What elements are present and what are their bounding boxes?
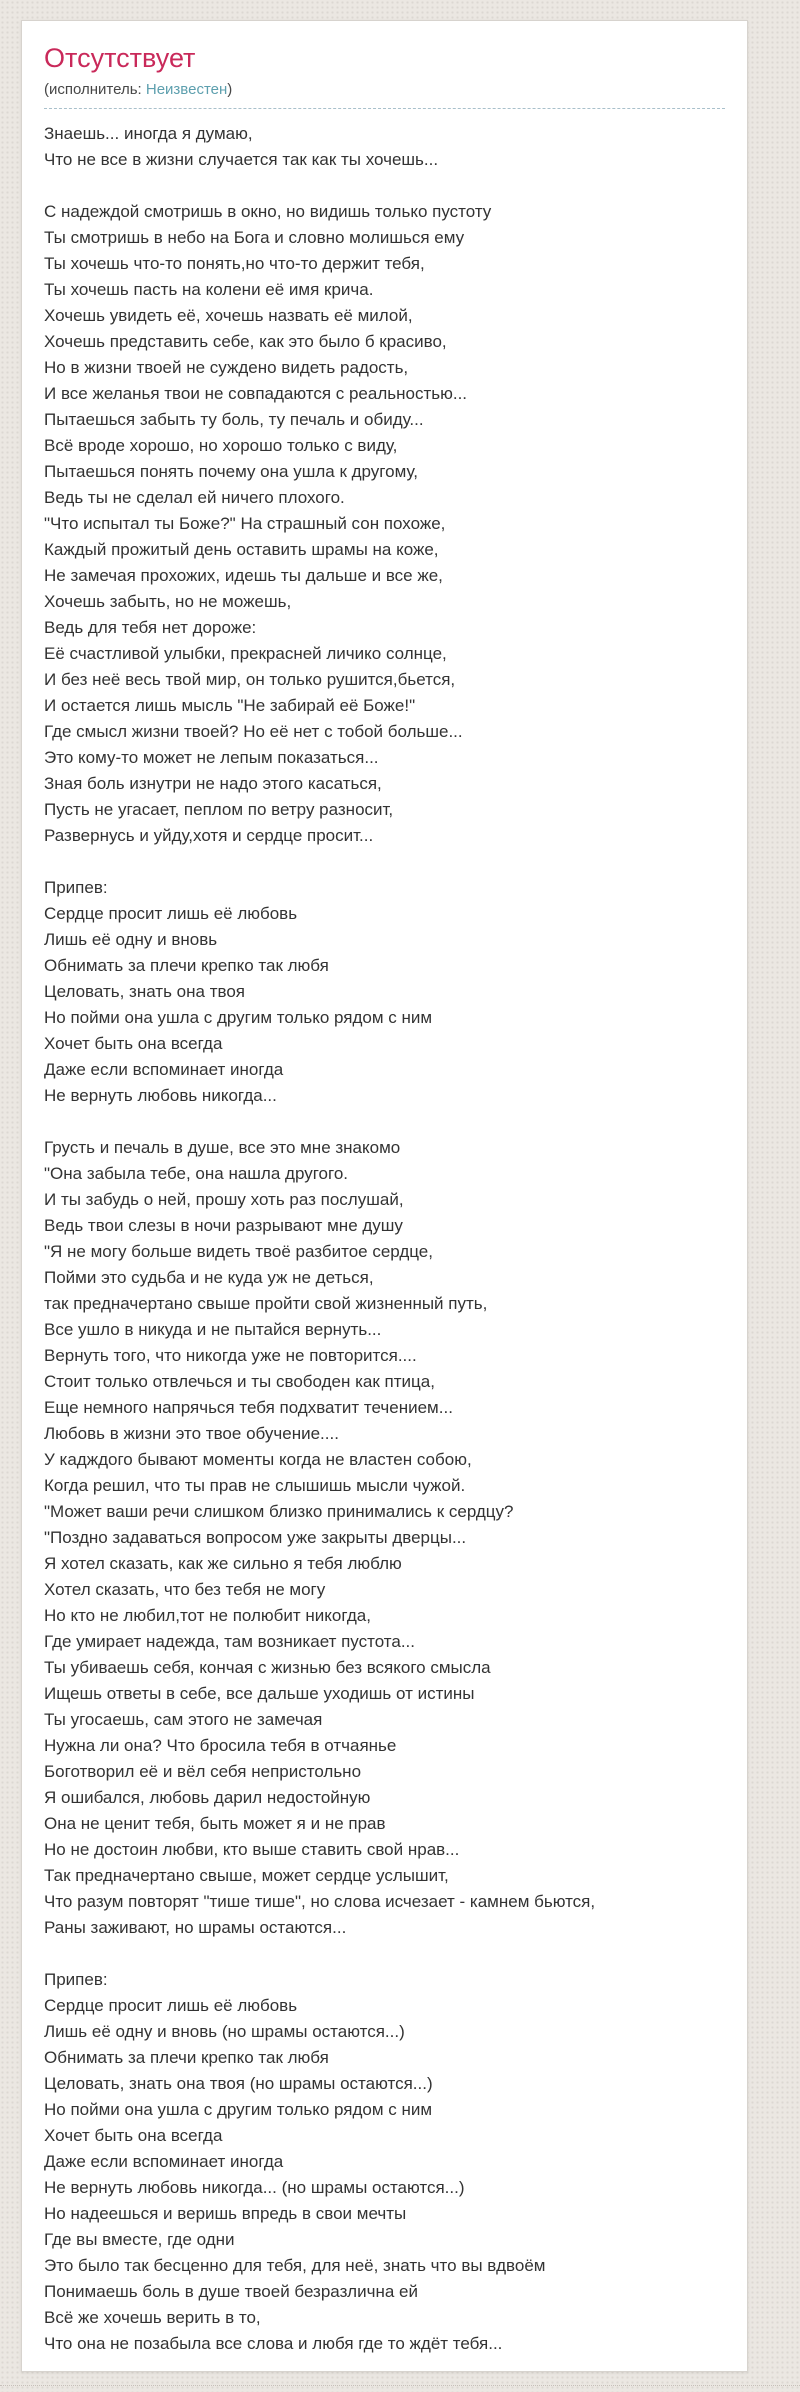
lyrics-line: Не вернуть любовь никогда... (но шрамы остаются...) [44,2178,465,2197]
lyrics-line: Хочет быть она всегда [44,2126,223,2145]
lyrics-line: Не замечая прохожих, идешь ты дальше и все же, [44,566,443,585]
lyrics-line: Целовать, знать она твоя [44,982,245,1001]
lyrics-line: И ты забудь о ней, прошу хоть раз послушай, [44,1190,404,1209]
lyrics-line: Все ушло в никуда и не пытайся вернуть... [44,1320,382,1339]
lyrics-line: Пытаешься понять почему она ушла к другому, [44,462,418,481]
lyrics-line: Грусть и печаль в душе, все это мне знакомо [44,1138,401,1157]
lyrics-line: Где смысл жизни твоей? Но её нет с тобой больше... [44,722,463,741]
lyrics-line: Ты смотришь в небо на Бога и словно молишься ему [44,228,465,247]
lyrics-line: Что разум повторят "тише тише", но слова исчезает - камнем бьются, [44,1892,596,1911]
lyrics-line: "Поздно задаваться вопросом уже закрыты дверцы... [44,1528,467,1547]
lyrics-line: так предначертано свыше пройти свой жизненный путь, [44,1294,488,1313]
lyrics-line: Где вы вместе, где одни [44,2230,235,2249]
lyrics-line: Её счастливой улыбки, прекрасней личико солнце, [44,644,447,663]
lyrics-card [21,20,748,2372]
lyrics-line: Раны заживают, но шрамы остаются... [44,1918,347,1937]
lyrics-line: С надеждой смотришь в окно, но видишь только пустоту [44,202,492,221]
lyrics [44,109,725,2357]
stanza [44,875,725,1109]
lyrics-line: Ты хочешь что-то понять,но что-то держит тебя, [44,254,425,273]
lyrics-line: Где умирает надежда, там возникает пустота... [44,1632,416,1651]
lyrics-line: И остается лишь мысль "Не забирай её Боже!" [44,696,416,715]
lyrics-line: Хочешь забыть, но не можешь, [44,592,292,611]
lyrics-line: Но не достоин любви, кто выше ставить свой нрав... [44,1840,460,1859]
lyrics-line: Припев: [44,1970,108,1989]
lyrics-line: Ты угосаешь, сам этого не замечая [44,1710,323,1729]
lyrics-line: Стоит только отвлечься и ты свободен как птица, [44,1372,435,1391]
lyrics-line: Но пойми она ушла с другим только рядом с ним [44,2100,433,2119]
lyrics-line: Это кому-то может не лепым показаться... [44,748,379,767]
lyrics-line: Но в жизни твоей не суждено видеть радость, [44,358,409,377]
lyrics-line: Ведь твои слезы в ночи разрывают мне душу [44,1216,403,1235]
lyrics-line: "Может ваши речи слишком близко принимались к сердцу? [44,1502,514,1521]
lyrics-line: Что не все в жизни случается так как ты хочешь... [44,150,439,169]
lyrics-line: Любовь в жизни это твое обучение.... [44,1424,339,1443]
lyrics-line: Нужна ли она? Что бросила тебя в отчаянье [44,1736,397,1755]
lyrics-line: Припев: [44,878,108,897]
lyrics-line: Еще немного напрячься тебя подхватит течением... [44,1398,453,1417]
stanza [44,121,725,173]
stanza [44,1967,725,2357]
lyrics-line: Так предначертано свыше, может сердце услышит, [44,1866,449,1885]
bottom-divider [0,2385,800,2386]
artist-line [44,81,725,109]
lyrics-line: И все желанья твои не совпадаются с реальностью... [44,384,468,403]
lyrics-line: Лишь её одну и вновь (но шрамы остаются...) [44,2022,405,2041]
lyrics-line: Пытаешься забыть ту боль, ту печаль и обиду... [44,410,424,429]
lyrics-line: Понимаешь боль в душе твоей безразлична ей [44,2282,418,2301]
lyrics-line: Но надеешься и веришь впредь в свои мечты [44,2204,407,2223]
lyrics-line: Сердце просит лишь её любовь [44,904,298,923]
lyrics-line: Боготворил её и вёл себя непристольно [44,1762,362,1781]
lyrics-line: "Что испытал ты Боже?" На страшный сон похоже, [44,514,446,533]
lyrics-line: Целовать, знать она твоя (но шрамы остаются...) [44,2074,433,2093]
lyrics-line: Всё вроде хорошо, но хорошо только с виду, [44,436,398,455]
lyrics-line: У кадждого бывают моменты когда не властен собою, [44,1450,472,1469]
lyrics-line: Обнимать за плечи крепко так любя [44,2048,329,2067]
lyrics-line: Ведь для тебя нет дороже: [44,618,257,637]
lyrics-line: Даже если вспоминает иногда [44,2152,284,2171]
lyrics-line: Не вернуть любовь никогда... [44,1086,277,1105]
lyrics-line: Вернуть того, что никогда уже не повторится.... [44,1346,417,1365]
lyrics-line: Ты убиваешь себя, кончая с жизнью без всякого смысла [44,1658,491,1677]
song-title: Отсутствует [44,43,196,73]
lyrics-line: Но пойми она ушла с другим только рядом с ним [44,1008,433,1027]
stanza [44,199,725,849]
artist-suffix: ) [227,81,233,98]
stanza [44,1135,725,1941]
lyrics-line: Хочет быть она всегда [44,1034,223,1053]
lyrics-line: Когда решил, что ты прав не слышишь мысли чужой. [44,1476,466,1495]
lyrics-line: Пусть не угасает, пеплом по ветру разносит, [44,800,394,819]
lyrics-line: Ведь ты не сделал ей ничего плохого. [44,488,345,507]
lyrics-line: Это было так бесценно для тебя, для неё, знать что вы вдвоём [44,2256,546,2275]
lyrics-line: Что она не позабыла все слова и любя где то ждёт тебя... [44,2334,503,2353]
artist-prefix: (исполнитель: [44,81,146,98]
lyrics-line: И без неё весь твой мир, он только рушится,бьется, [44,670,456,689]
lyrics-line: Даже если вспоминает иногда [44,1060,284,1079]
artist-link[interactable]: Неизвестен [145,81,228,98]
lyrics-line: Ищешь ответы в себе, все дальше уходишь от истины [44,1684,475,1703]
lyrics-line: Лишь её одну и вновь [44,930,218,949]
lyrics-line: Сердце просит лишь её любовь [44,1996,298,2015]
lyrics-line: Хочешь увидеть её, хочешь назвать её милой, [44,306,413,325]
lyrics-line: Пойми это судьба и не куда уж не деться, [44,1268,374,1287]
lyrics-line: Хотел сказать, что без тебя не могу [44,1580,326,1599]
lyrics-line: Каждый прожитый день оставить шрамы на коже, [44,540,439,559]
lyrics-line: Всё же хочешь верить в то, [44,2308,261,2327]
lyrics-line: Я хотел сказать, как же сильно я тебя люблю [44,1554,402,1573]
lyrics-line: Ты хочешь пасть на колени её имя крича. [44,280,374,299]
lyrics-line: Развернусь и уйду,хотя и сердце просит... [44,826,374,845]
lyrics-line: Я ошибался, любовь дарил недостойную [44,1788,371,1807]
lyrics-line: Обнимать за плечи крепко так любя [44,956,329,975]
lyrics-line: "Она забыла тебе, она нашла другого. [44,1164,348,1183]
lyrics-line: Но кто не любил,тот не полюбит никогда, [44,1606,371,1625]
lyrics-line: Она не ценит тебя, быть может я и не прав [44,1814,386,1833]
lyrics-line: Зная боль изнутри не надо этого касаться, [44,774,382,793]
lyrics-line: Хочешь представить себе, как это было б красиво, [44,332,447,351]
lyrics-line: Знаешь... иногда я думаю, [44,124,253,143]
lyrics-line: "Я не могу больше видеть твоё разбитое сердце, [44,1242,433,1261]
